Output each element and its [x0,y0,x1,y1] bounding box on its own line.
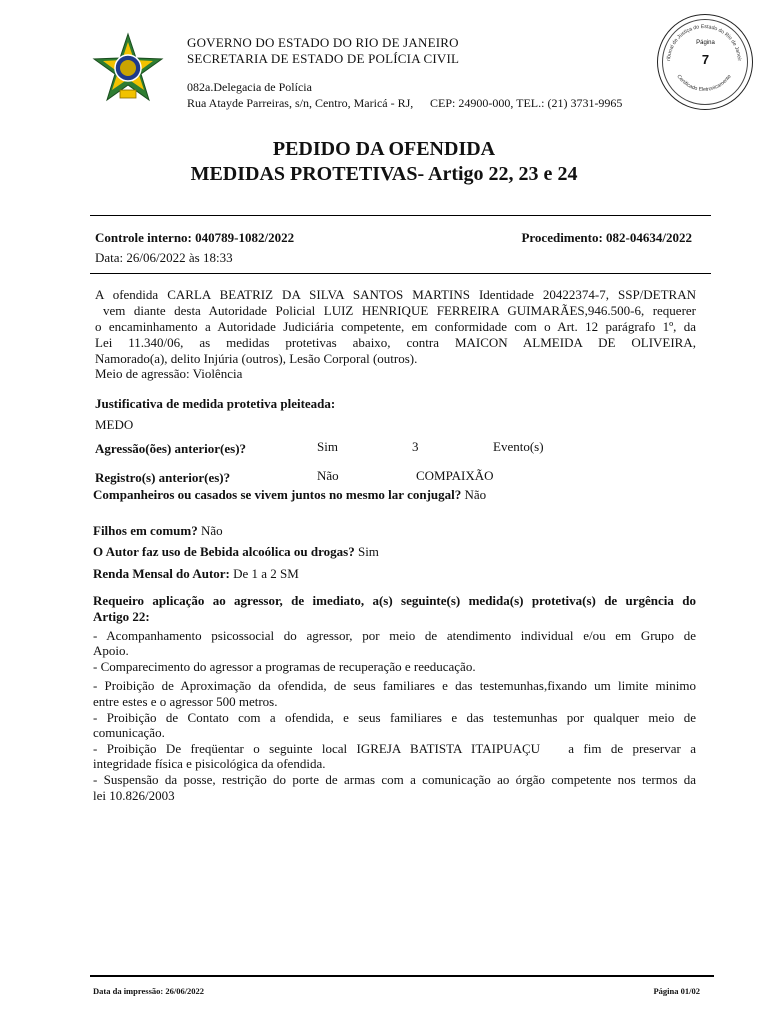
income-value: De 1 a 2 SM [233,566,299,581]
alcohol-question [93,544,379,560]
footer-rule [90,975,714,977]
children-value: Não [200,523,223,538]
state-emblem-icon [90,32,166,108]
statement-line-3: o encaminhamento a Autoridade Judiciária competente, em conformidade com o Art. 12 parágrafo 1º, da [95,319,696,334]
measure-1-line-2: Apoio. [93,643,129,658]
measure-3-line-1: - Proibição de Aproximação da ofendida, de seus familiares e das testemunhas,fixando um limite minimo [93,678,696,693]
page-number: Página 01/02 [653,986,700,996]
court-seal-page-label: Página [696,40,715,46]
request-line-2: Artigo 22: [93,609,150,624]
delegacia-line: 082a.Delegacia de Polícia [187,80,312,94]
income-label: Renda Mensal do Autor: [93,566,230,581]
alcohol-label: O Autor faz uso de Bebida alcoólica ou drogas? [93,544,355,559]
statement-line-1: A ofendida CARLA BEATRIZ DA SILVA SANTOS MARTINS Identidade 20422374-7, SSP/DETRAN [95,287,696,302]
measure-4-line-2: comunicação. [93,725,165,740]
prior-aggressions-answer: Sim [317,439,338,454]
prior-records-label: Registro(s) anterior(es)? [95,470,231,485]
justification-label: Justificativa de medida protetiva pleiteada: [95,396,336,411]
measure-5-line-2: integridade física e pisicológica da ofendida. [93,756,326,771]
aggression-means: Meio de agressão: Violência [95,366,243,381]
alcohol-value: Sim [357,544,379,559]
measure-1-line-1: - Acompanhamento psicossocial do agressor, por meio de atendimento individual e/ou em Grupo de [93,628,696,643]
statement-line-5: Namorado(a), delito Injúria (outros), Lesão Corporal (outros). [95,351,418,366]
justification-value: MEDO [95,417,134,432]
measure-2-line-1: - Comparecimento do agressor a programas de recuperação e reeducação. [93,659,476,674]
prior-records-note: COMPAIXÃO [416,468,494,483]
prior-aggressions-count: 3 [412,439,419,454]
partners-label: Companheiros ou casados se vivem juntos no mesmo lar conjugal? [93,487,462,502]
measure-3-line-2: entre estes e o agressor 500 metros. [93,694,278,709]
record-top-rule [90,215,711,216]
court-seal-page-number: 7 [701,52,710,67]
measure-5-line-1: - Proibição De freqüentar o seguinte local IGREJA BATISTA ITAIPUAÇU a fim de preservar a [93,741,696,756]
record-date: Data: 26/06/2022 às 18:33 [95,250,233,265]
partners-value: Não [464,487,487,502]
controle-interno: Controle interno: 040789-1082/2022 [95,230,295,245]
partners-question [93,487,486,503]
svg-text:Certificado Eletronicamente: Certificado Eletronicamente [675,73,733,93]
procedimento: Procedimento: 082-04634/2022 [521,230,692,245]
record-bottom-rule [90,273,711,274]
address-line: Rua Atayde Parreiras, s/n, Centro, Maricá - RJ, [187,96,414,110]
contact-line: CEP: 24900-000, TEL.: (21) 3731-9965 [430,96,623,110]
income-question [93,566,299,582]
svg-text:Tribunal de Justiça do Estado: ribunal de Justiça do Estado do Rio de Janeir [666,23,742,62]
print-date: Data da impressão: 26/06/2022 [93,986,205,996]
children-question [93,523,223,539]
document-subtitle: MEDIDAS PROTETIVAS- Artigo 22, 23 e 24 [190,163,578,185]
measure-4-line-1: - Proibição de Contato com a ofendida, e seus familiares e das testemunhas por qualquer meio de [93,710,696,725]
statement-line-2: vem diante desta Autoridade Policial LUIZ HENRIQUE FERREIRA GUIMARÃES,946.500-6, requerer [103,303,696,318]
measure-6-line-1: - Suspensão da posse, restrição do porte de armas com a comunicação ao órgão competente nos termos da [93,772,696,787]
document-title: PEDIDO DA OFENDIDA [272,138,496,160]
statement-line-4: Lei 11.340/06, as medidas protetivas abaixo, contra MAICON ALMEIDA DE OLIVEIRA, [95,335,696,350]
prior-aggressions-unit: Evento(s) [493,439,544,454]
secretariat-line: SECRETARIA DE ESTADO DE POLÍCIA CIVIL [187,51,460,66]
request-line-1: Requeiro aplicação ao agressor, de imediato, a(s) seguinte(s) medida(s) protetiva(s) de urgência do [93,593,696,608]
government-line: GOVERNO DO ESTADO DO RIO DE JANEIRO [187,35,459,50]
prior-aggressions-label: Agressão(ões) anterior(es)? [95,441,247,456]
measure-6-line-2: lei 10.826/2003 [93,788,175,803]
prior-records-answer: Não [317,468,339,483]
children-label: Filhos em comum? [93,523,198,538]
